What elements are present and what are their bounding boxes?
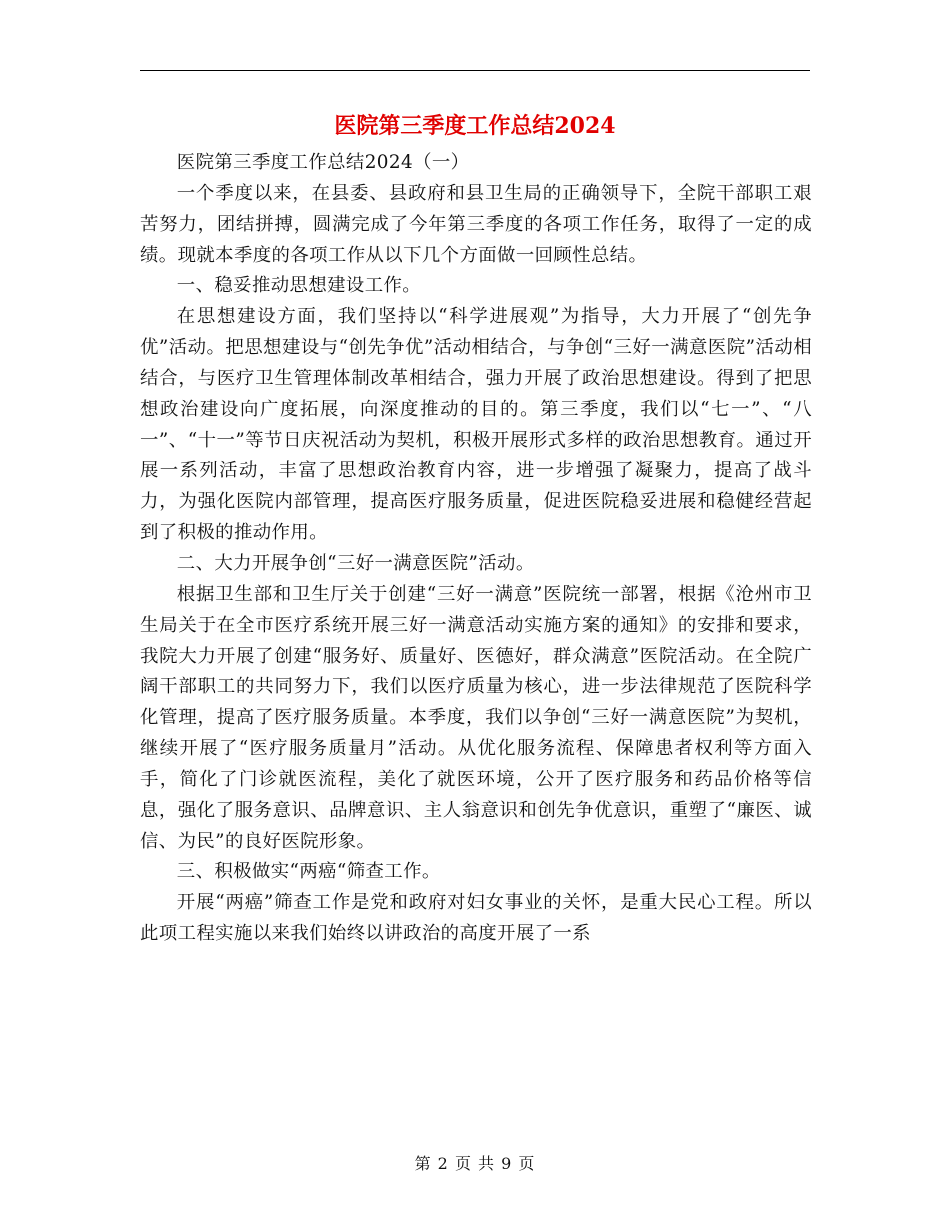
body-paragraph: 一个季度以来，在县委、县政府和县卫生局的正确领导下，全院干部职工艰苦努力，团结拼搏，圆满完成了今年第三季度的各项工作任务，取得了一定的成绩。现就本季度的各项工作从以下几个方面做一回顾性总结。 <box>140 182 812 266</box>
document-title: 医院第三季度工作总结2024 <box>334 113 616 139</box>
subtitle-paragraph: 医院第三季度工作总结2024（一） <box>176 152 470 173</box>
section-heading: 二、大力开展争创“三好一满意医院”活动。 <box>176 552 535 574</box>
section-heading: 三、积极做实“两癌“筛查工作。 <box>176 861 441 883</box>
document-body <box>140 148 812 950</box>
body-paragraph: 根据卫生部和卫生厅关于创建“三好一满意”医院统一部署，根据《沧州市卫生局关于在全市医疗系统开展三好一满意活动实施方案的通知》的安排和要求，我院大力开展了创建“服务好、质量好、医德好，群众满意”医院活动。在全院广阔干部职工的共同努力下，我们以医疗质量为核心，进一步法律规范了医院科学化管理，提高了医疗服务质量。本季度，我们以争创“三好一满意医院”为契机，继续开展了“医疗服务质量月”活动。从优化服务流程、保障患者权利等方面入手，简化了门诊就医流程，美化了就医环境，公开了医疗服务和药品价格等信息，强化了服务意识、品牌意识、主人翁意识和创先争优意识，重塑了“廉医、诚信、为民”的良好医院形象。 <box>140 583 812 852</box>
body-paragraph: 开展“两癌”筛查工作是党和政府对妇女事业的关怀，是重大民心工程。所以此项工程实施以来我们始终以讲政治的高度开展了一系 <box>140 892 812 945</box>
page-number: 第 2 页 共 9 页 <box>414 1154 536 1173</box>
header-rule <box>140 70 810 71</box>
section-heading: 一、稳妥推动思想建设工作。 <box>176 275 422 297</box>
body-paragraph: 在思想建设方面，我们坚持以“科学进展观”为指导，大力开展了“创先争优”活动。把思想建设与“创先争优”活动相结合，与争创“三好一满意医院”活动相结合，与医疗卫生管理体制改革相结合，强力开展了政治思想建设。得到了把思想政治建设向广度拓展，向深度推动的目的。第三季度，我们以“七一”、“八一”、“十一”等节日庆祝活动为契机，积极开展形式多样的政治思想教育。通过开展一系列活动，丰富了思想政治教育内容，进一步增强了凝聚力，提高了战斗力，为强化医院内部管理，提高医疗服务质量，促进医院稳妥进展和稳健经营起到了积极的推动作用。 <box>140 306 812 544</box>
